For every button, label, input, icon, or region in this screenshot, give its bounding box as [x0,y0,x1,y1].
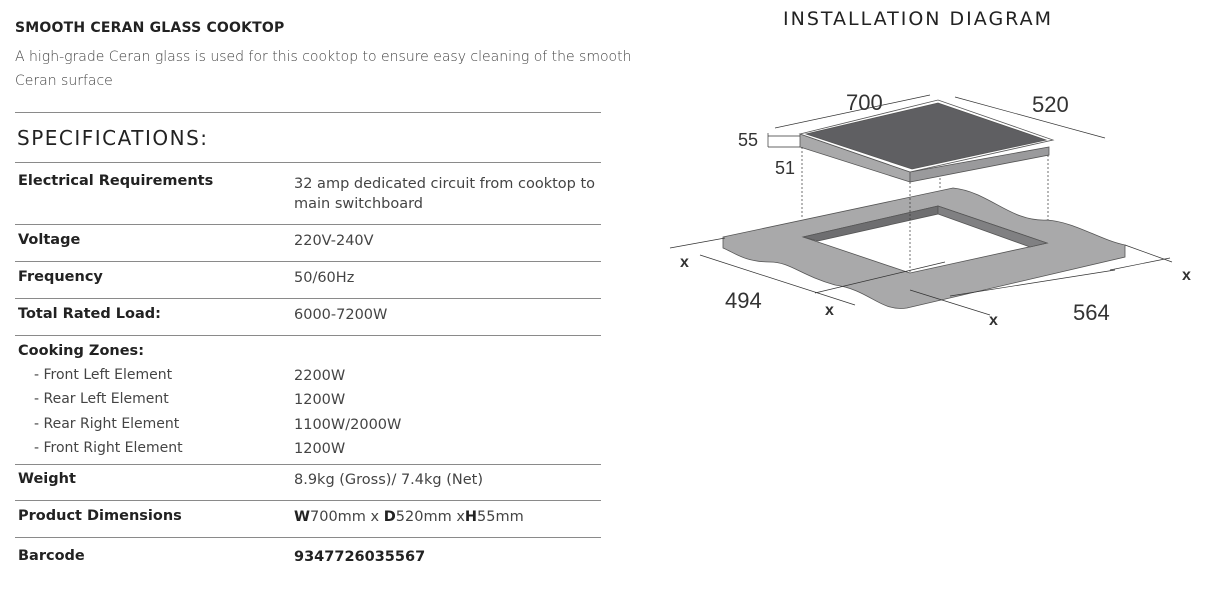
zone-value: 2200W [294,368,346,384]
spec-label-dimensions: Product Dimensions [18,508,182,524]
spec-value-frequency: 50/60Hz [294,270,355,286]
zone-label: - Rear Right Element [34,416,180,432]
product-title: SMOOTH CERAN GLASS COOKTOP [15,20,285,36]
spec-label-cooking-zones: Cooking Zones: [18,343,144,359]
spec-value-weight: 8.9kg (Gross)/ 7.4kg (Net) [294,472,483,488]
spec-label-voltage: Voltage [18,232,81,248]
spec-value-voltage: 220V-240V [294,233,374,249]
dim-width: 700 [846,90,883,115]
spec-label-load: Total Rated Load: [18,306,161,322]
spec-label-barcode: Barcode [18,548,85,564]
product-description: A high-grade Ceran glass is used for this cooktop to ensure easy cleaning of the smooth Ceran surface [15,49,632,89]
zone-label: - Rear Left Element [34,391,169,407]
dim-cutout-depth: 494 [725,288,762,313]
countertop [723,188,1125,308]
spec-label-weight: Weight [18,471,76,487]
clearance-label: x [989,312,998,329]
dim-depth: 520 [1032,92,1069,117]
diagram-heading: INSTALLATION DIAGRAM [783,8,1053,30]
specifications-heading: SPECIFICATIONS: [17,126,209,150]
dim-height: 55 [738,130,759,150]
clearance-label: x [825,302,834,319]
spec-label-electrical: Electrical Requirements [18,173,214,189]
spec-value-dimensions: W700mm x D520mm xH55mm [294,509,524,525]
spec-value-load: 6000-7200W [294,307,388,323]
zone-value: 1200W [294,392,346,408]
zone-value: 1200W [294,441,346,457]
spec-label-frequency: Frequency [18,269,103,285]
clearance-label: x [1182,267,1191,284]
zone-value: 1100W/2000W [294,417,402,433]
spec-value-electrical: 32 amp dedicated circuit from cooktop to main switchboard [294,176,596,212]
cooktop [800,100,1053,182]
spec-value-barcode: 9347726035567 [294,549,426,565]
dim-cutout-width: 564 [1073,300,1110,325]
dim-inner-height: 51 [775,158,796,178]
clearance-label: x [680,254,689,271]
zone-label: - Front Left Element [34,367,173,383]
zone-label: - Front Right Element [34,440,183,456]
